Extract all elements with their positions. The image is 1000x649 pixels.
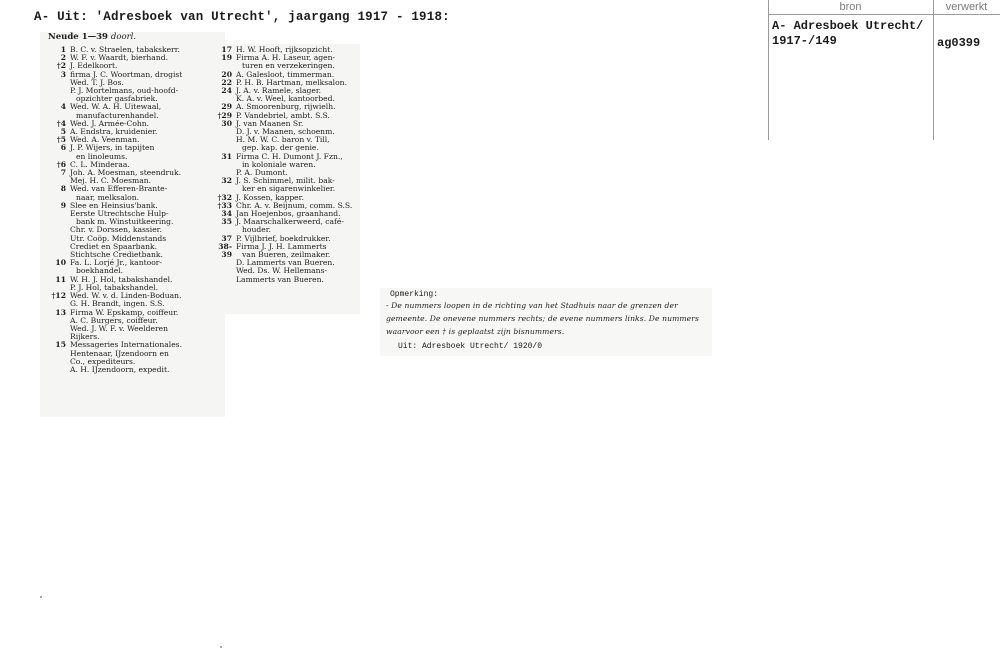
resident-line: Chr. A. v. Beijnum, comm. S.S.: [236, 200, 353, 210]
house-number: †5: [56, 135, 66, 145]
address-entry: [44, 169, 224, 185]
street-heading: [48, 32, 136, 42]
document-title: A- Uit: 'Adresboek van Utrecht', jaargang 1917 - 1918:: [34, 10, 450, 24]
house-number: 17: [221, 45, 232, 54]
house-number: †29: [217, 110, 232, 120]
resident-line: Wed. J. W. F. v. Weelderen: [70, 323, 169, 333]
resident-line: J. Kossen, kapper.: [236, 192, 304, 202]
house-number: 19: [221, 53, 232, 63]
house-number: 1: [60, 45, 66, 54]
resident-line: Wed. A. Veenman.: [70, 135, 140, 145]
resident-line: Wed. W. v. d. Linden-Boduan.: [70, 291, 182, 301]
house-number: 13: [55, 307, 66, 317]
resident-line: Co., expediteurs.: [70, 356, 136, 366]
house-number: 15: [55, 340, 66, 350]
scan-speck: [40, 596, 42, 598]
resident-line: Wed. J. Armée-Cohn.: [70, 118, 150, 128]
house-number: 34: [221, 209, 232, 219]
address-entry: [44, 202, 224, 259]
address-entry: [210, 153, 370, 178]
resident-line: Eerste Utrechtsche Hulp-: [70, 209, 169, 219]
address-entry: [210, 177, 370, 193]
bron-value: A- Adresboek Utrecht/ 1917-/149: [772, 19, 924, 48]
address-entry: [210, 87, 370, 103]
resident-line: A. Endstra, kruidenier.: [70, 127, 158, 137]
resident-line: naar, melksalon.: [76, 192, 140, 202]
resident-line: opzichter gasfabriek.: [76, 94, 158, 104]
resident-line: turen en verzekeringen.: [242, 61, 335, 71]
bron-header: bron: [839, 1, 862, 13]
house-number: 30: [221, 118, 232, 128]
address-entry: [44, 185, 224, 201]
resident-line: Slee en Heinsius'bank.: [70, 200, 158, 210]
house-number: 8: [60, 184, 66, 194]
address-entry: [210, 120, 370, 153]
resident-line: P. J. Hol, tabakshandel.: [70, 282, 159, 292]
resident-line: P. Vijlbrief, boekdrukker.: [236, 233, 331, 243]
address-entry: [44, 71, 224, 104]
address-entry: [210, 54, 370, 70]
house-number: †4: [56, 118, 66, 128]
resident-line: C. L. Minderaa.: [70, 159, 130, 169]
resident-line: Mej. H. C. Moesman.: [70, 176, 152, 186]
resident-line: P. H. B. Hartman, melksalon.: [236, 77, 347, 87]
resident-line: J. van Maanen Sr.: [236, 118, 304, 128]
address-entry: [210, 243, 370, 284]
house-number: 31: [221, 151, 232, 161]
resident-line: D. Lammerts van Bueren.: [236, 258, 335, 268]
resident-line: Firma A. H. Laseur, agen-: [236, 53, 336, 63]
resident-line: firma J. C. Woortman, drogist: [70, 69, 183, 79]
resident-line: J. P. Wijers, in tapijten: [70, 143, 155, 153]
resident-line: houder.: [242, 225, 271, 235]
resident-line: Crediet en Spaarbank.: [70, 241, 158, 251]
address-entry: [210, 218, 370, 234]
resident-line: A. Smoorenburg, rijwielh.: [236, 102, 336, 112]
address-entry: [44, 144, 224, 160]
resident-line: W. F. v. Waardt, bierhand.: [70, 53, 168, 63]
address-entry: [44, 103, 224, 119]
resident-line: Utr. Coöp. Middenstands: [70, 233, 167, 243]
resident-line: manufacturenhandel.: [76, 110, 159, 120]
house-number: 6: [60, 143, 66, 153]
house-number: 24: [221, 86, 232, 96]
resident-line: Lammerts van Bueren.: [236, 274, 324, 284]
remark-line: gemeente. De onevene nummers rechts; de evene nummers links. De nummers: [386, 314, 699, 323]
resident-line: D. J. v. Maanen, schoenm.: [236, 127, 335, 137]
resident-line: Fa. L. Lorjé Jr., kantoor-: [70, 258, 162, 268]
resident-line: H. M. W. C. baron v. Till,: [236, 135, 330, 145]
remark-title: Opmerking:: [390, 290, 439, 299]
street-note: doorl.: [110, 32, 137, 42]
resident-line: Wed. W. A. H. Uitewaal,: [70, 102, 162, 112]
resident-line: J. A. v. Ramele, slager.: [236, 86, 322, 96]
street-range: 1—39: [81, 32, 108, 42]
address-column-left: [44, 46, 224, 374]
verwerkt-value: ag0399: [937, 36, 981, 50]
resident-line: J. Edelkoort.: [70, 61, 118, 71]
resident-line: Messageries Internationales.: [70, 340, 182, 350]
resident-line: Chr. v. Dorssen, kassier.: [70, 225, 162, 235]
resident-line: A. Galesloot, timmerman.: [236, 69, 335, 79]
resident-line: Wed. T. J. Bos.: [70, 77, 124, 87]
house-number: †6: [56, 159, 66, 169]
resident-line: B. C. v. Straelen, tabakskerr.: [70, 45, 180, 54]
resident-line: J. S. Schimmel, milit. bak-: [236, 176, 335, 186]
house-number: 37: [221, 233, 232, 243]
resident-line: ker en sigarenwinkelier.: [242, 184, 336, 194]
address-entry: [44, 276, 224, 292]
house-number: 9: [60, 200, 66, 210]
house-number: 38-39: [218, 241, 232, 260]
address-entry: [44, 309, 224, 342]
address-entry: [44, 341, 224, 374]
resident-line: Firma W. Epskamp, coiffeur.: [70, 307, 179, 317]
resident-line: Wed. Ds. W. Hellemans-: [236, 266, 328, 276]
remark-line: waarvoor een † is geplaatst zijn bisnummers.: [386, 327, 565, 336]
resident-line: Wed. van Efferen-Brante-: [70, 184, 168, 194]
resident-line: K. A. v. Weel, kantoorbed.: [236, 94, 335, 104]
resident-line: Joh. A. Moesman, steendruk.: [70, 168, 182, 178]
address-column-right: [210, 46, 370, 284]
resident-line: H. W. Hooft, rijksopzicht.: [236, 45, 333, 54]
house-number: †2: [56, 61, 66, 71]
house-number: 29: [221, 102, 232, 112]
house-number: 10: [55, 258, 66, 268]
resident-line: en linoleums.: [76, 151, 128, 161]
resident-line: van Bueren, zeilmaker.: [242, 250, 331, 260]
resident-line: Hentenaar, IJzendoorn en: [70, 348, 169, 358]
resident-line: G. H. Brandt, ingen. S.S.: [70, 299, 165, 309]
house-number: 7: [60, 168, 66, 178]
house-number: 4: [60, 102, 66, 112]
verwerkt-header: verwerkt: [945, 1, 988, 13]
table-rule: [933, 0, 934, 140]
address-entry: [44, 259, 224, 275]
house-number: †33: [217, 200, 232, 210]
house-number: 20: [221, 69, 232, 79]
house-number: 3: [60, 69, 66, 79]
table-rule: [768, 0, 769, 140]
resident-line: Jan Hoejenbos, graanhand.: [236, 209, 341, 219]
resident-line: Firma J. J. H. Lammerts: [236, 241, 327, 251]
resident-line: boekhandel.: [76, 266, 124, 276]
remark-line: - De nummers loopen in de richting van het Stadhuis naar de grenzen der: [386, 301, 678, 310]
table-rule: [768, 14, 1000, 15]
house-number: 32: [221, 176, 232, 186]
house-number: 35: [221, 217, 232, 227]
house-number: †32: [217, 192, 232, 202]
resident-line: gep. kap. der genie.: [242, 143, 319, 153]
resident-line: P. A. Dumont.: [236, 168, 288, 178]
resident-line: P. Vandebriel, ambt. S.S.: [236, 110, 330, 120]
house-number: 5: [60, 127, 66, 137]
resident-line: A. C. Burgers, coiffeur.: [70, 315, 158, 325]
resident-line: A. H. IJzendoorn, expedit.: [70, 364, 170, 374]
house-number: 22: [221, 77, 232, 87]
resident-line: in koloniale waren.: [242, 159, 316, 169]
remark-source: Uit: Adresboek Utrecht/ 1920/0: [398, 342, 543, 351]
remark-note: [380, 288, 712, 356]
house-number: 2: [60, 53, 66, 63]
house-number: †12: [51, 291, 66, 301]
resident-line: J. Maarschalkerweerd, café-: [236, 217, 344, 227]
resident-line: Stichtsche Credietbank.: [70, 250, 163, 260]
resident-line: Rijkers.: [70, 332, 100, 342]
resident-line: Firma C. H. Dumont J. Fzn.,: [236, 151, 343, 161]
address-entry: [44, 292, 224, 308]
resident-line: bank m. Winstuitkeering.: [76, 217, 174, 227]
street-name: Neude: [48, 32, 79, 42]
house-number: 11: [55, 274, 66, 284]
resident-line: P. J. Mortelmans, oud-hoofd-: [70, 86, 179, 96]
resident-line: W. H. J. Hol, tabakshandel.: [70, 274, 173, 284]
scan-speck: [220, 646, 222, 648]
